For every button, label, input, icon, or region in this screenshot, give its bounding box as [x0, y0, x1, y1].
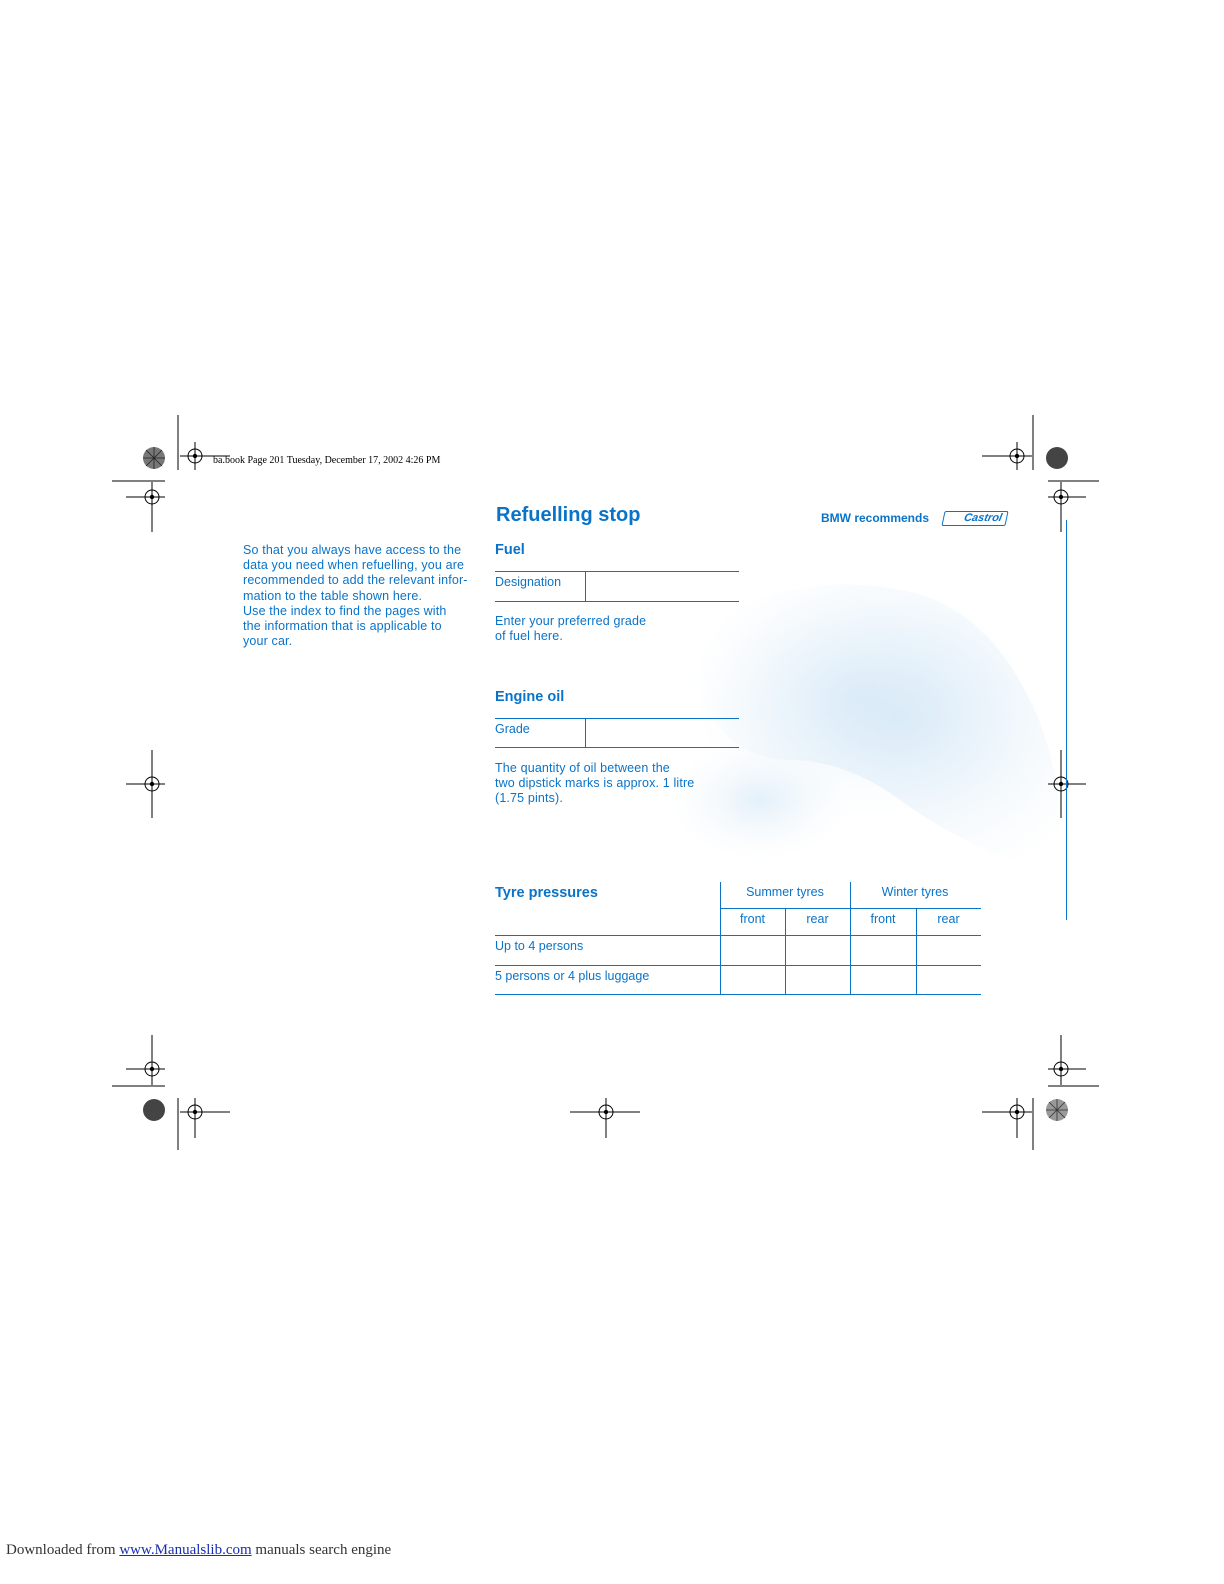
page-title: Refuelling stop: [496, 504, 641, 526]
fuel-heading: Fuel: [495, 542, 525, 558]
summer-rear-header: rear: [806, 912, 829, 926]
tyre-header-bottom-rule: [495, 935, 981, 936]
oil-table-divider: [585, 718, 586, 748]
tyre-cell-summer-front-row2[interactable]: [722, 967, 784, 993]
oil-grade-label: Grade: [495, 722, 530, 736]
tyre-cell-winter-front-row1[interactable]: [852, 937, 915, 964]
page-edge-rule: [1066, 520, 1067, 920]
fuel-designation-field[interactable]: [587, 573, 737, 599]
color-wheel-icon: [1045, 446, 1069, 470]
footer-suffix: manuals search engine: [251, 1542, 392, 1558]
fuel-note: Enter your preferred grade of fuel here.: [495, 614, 647, 644]
tyre-cell-winter-rear-row1[interactable]: [918, 937, 980, 964]
tyre-table-bottom-rule: [495, 994, 981, 995]
castrol-logo-icon: Castrol: [941, 511, 1008, 526]
tyre-cell-summer-front-row1[interactable]: [722, 937, 784, 964]
winter-rear-header: rear: [937, 912, 960, 926]
tyre-cell-winter-rear-row2[interactable]: [918, 967, 980, 993]
tyre-group-underline: [720, 908, 981, 909]
tyre-row-rule: [495, 965, 981, 966]
tyre-row-label: 5 persons or 4 plus luggage: [495, 969, 650, 983]
oil-table-top-rule: [495, 718, 739, 719]
winter-front-header: front: [870, 912, 896, 926]
engine-oil-heading: Engine oil: [495, 689, 565, 705]
fuel-designation-label: Designation: [495, 575, 562, 589]
oil-table-bottom-rule: [495, 747, 739, 748]
tyre-cell-summer-rear-row2[interactable]: [787, 967, 849, 993]
brand-block: [821, 511, 1011, 527]
winter-tyres-header: Winter tyres: [881, 885, 949, 899]
tyre-cell-summer-rear-row1[interactable]: [787, 937, 849, 964]
footer-prefix: Downloaded from: [6, 1542, 120, 1558]
color-wheel-icon: [1045, 1098, 1069, 1122]
fuel-table-top-rule: [495, 571, 739, 572]
tyre-pressures-heading: Tyre pressures: [495, 885, 598, 901]
fuel-table-divider: [585, 571, 586, 601]
summer-tyres-header: Summer tyres: [746, 885, 824, 899]
print-header-line: ba.book Page 201 Tuesday, December 17, 2002 4:26 PM: [213, 455, 441, 466]
manualslib-link[interactable]: www.Manualslib.com: [119, 1542, 252, 1558]
engine-oil-note: The quantity of oil between the two dipstick marks is approx. 1 litre (1.75 pints).: [495, 761, 695, 806]
tyre-cell-winter-front-row2[interactable]: [852, 967, 915, 993]
color-wheel-icon: [142, 1098, 166, 1122]
oil-grade-field[interactable]: [587, 720, 737, 746]
summer-front-header: front: [739, 912, 765, 926]
color-wheel-icon: [142, 446, 166, 470]
download-footer: [6, 1542, 391, 1559]
tyre-row-label: Up to 4 persons: [495, 939, 584, 953]
bmw-recommends-label: BMW recommends: [821, 511, 930, 525]
fuel-table-bottom-rule: [495, 601, 739, 602]
intro-paragraph: So that you always have access to the data you need when refuelling, you are recommended to add the relevant infor- mation to the table shown here. Use the index to find the pages with the information that is applicable to your car.: [243, 543, 468, 649]
